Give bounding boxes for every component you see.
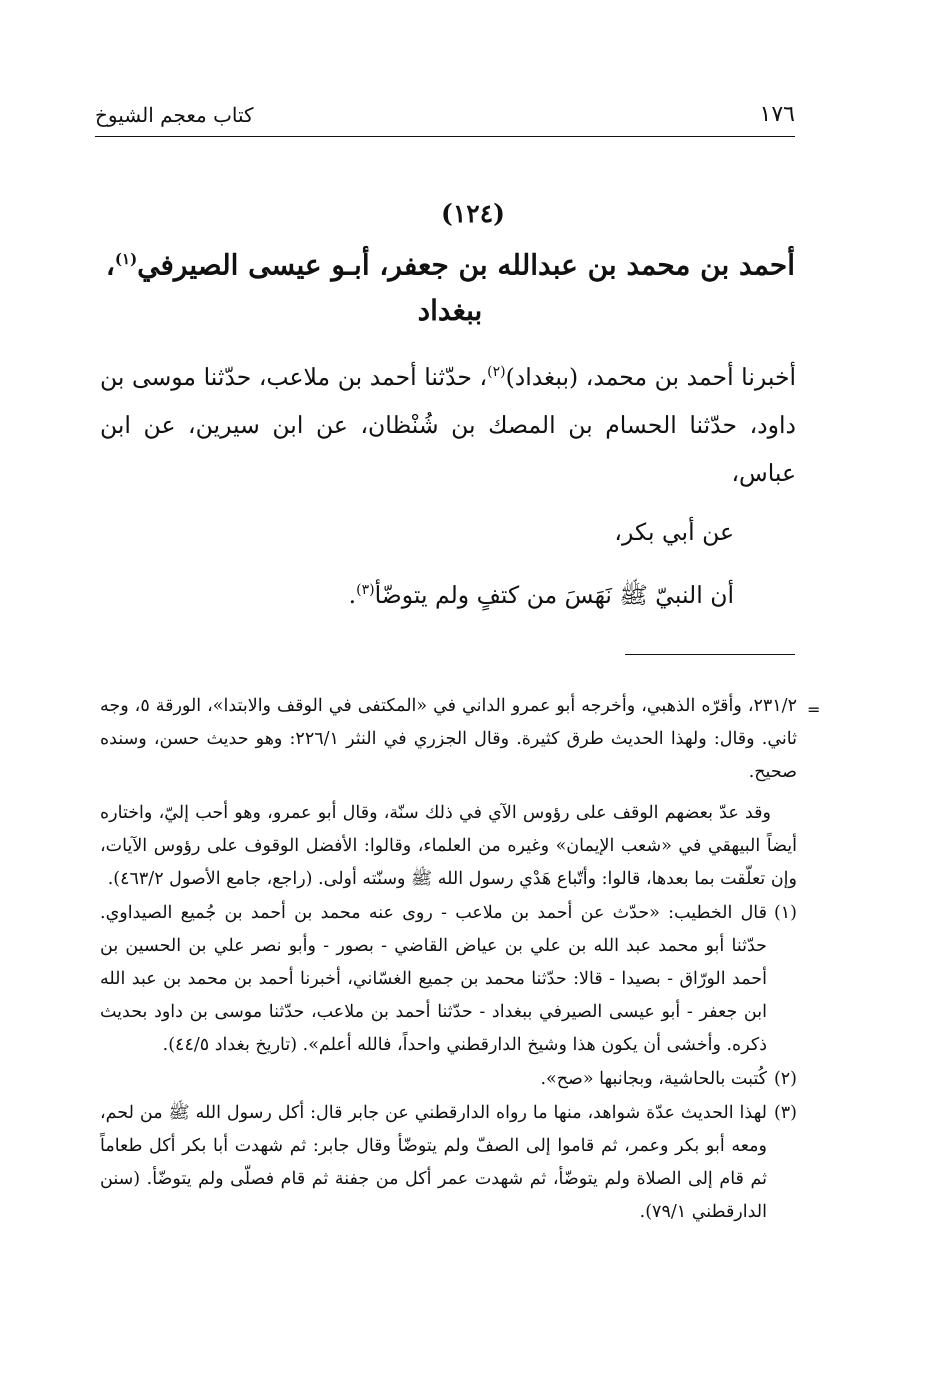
running-title: كتاب معجم الشيوخ bbox=[95, 103, 254, 127]
hadith-end: . bbox=[348, 580, 357, 609]
footnote-number: (٢) bbox=[773, 1069, 797, 1089]
continuation-mark: = bbox=[807, 700, 821, 719]
isnad-part1: أخبرنا أحمد بن محمد، (ببغداد) bbox=[505, 362, 796, 391]
entry-number: (١٢٤) bbox=[441, 199, 505, 228]
page-number: ١٧٦ bbox=[759, 102, 795, 127]
entry-heading bbox=[105, 236, 795, 334]
entry-title-line2: ببغداد bbox=[417, 294, 483, 328]
footnote-paragraph: وقد عدّ بعضهم الوقف على رؤوس الآي في ذلك سنّة، وقال أبو عمرو، وهو أحب إليّ، واختاره أيضاً البيهقي في «شعب الإيمان» وغيره من العلماء، وقالوا: الأفضل الوقوف على رؤوس الآيات، وإن تعلّقت بما بعدها، قالوا: وأتّباع هَدْي رسول الله ﷺ وسنّته أولى. (راجع، جامع الأصول ٤٦٣/٢). bbox=[100, 803, 797, 889]
isnad-part2: ، حدّثنا أحمد بن ملاعب، حدّثنا موسى بن داود، حدّثنا الحسام بن المصك بن شُنْظان، عن ابن سيرين، عن ابن عباس، bbox=[100, 362, 796, 487]
footnote-ref-1: (١) bbox=[114, 250, 138, 268]
hadith-text bbox=[349, 566, 734, 619]
footnote-number: (١) bbox=[773, 903, 797, 923]
narrator-line: عن أبي بكر، bbox=[614, 518, 734, 546]
isnad-paragraph bbox=[100, 348, 796, 497]
footnote-text: كُتبت بالحاشية، وبجانبها «صح». bbox=[540, 1069, 767, 1089]
entry-title-line1: أحمد بن محمد بن عبدالله بن جعفر، أبـو عيسى الصيرفي bbox=[137, 248, 795, 282]
footnote-separator bbox=[625, 654, 795, 655]
footnote-ref-3: (٣) bbox=[356, 582, 375, 598]
footnote-item bbox=[100, 1097, 797, 1229]
entry-title-comma: ، bbox=[105, 248, 115, 282]
footnotes bbox=[100, 690, 797, 1229]
footnote-text: لهذا الحديث عدّة شواهد، منها ما رواه الدارقطني عن جابر قال: أكل رسول الله ﷺ من لحم، ومعه أبو بكر وعمر، ثم قاموا إلى الصفّ ولم يتوضّأ وقال جابر: ثم شهدت أبا بكر أكل طعاماً ثم قام إلى الصلاة ولم يتوضّأ، ثم شهدت عمر أكل من جفنة ثم قام فصلّى ولم يتوضّأ. (سنن الدارقطني ٧٩/١). bbox=[100, 1103, 767, 1222]
hadith-body: أن النبيّ ﷺ نَهَسَ من كتفٍ ولم يتوضّأ bbox=[374, 580, 734, 609]
footnote-number: (٣) bbox=[773, 1103, 797, 1123]
footnote-continuation: ٢٣١/٢، وأقرّه الذهبي، وأخرجه أبو عمرو الداني في «المكتفى في الوقف والابتدا»، الورقة ٥، وجه ثاني. وقال: ولهذا الحديث طرق كثيرة. وقال الجزري في النثر ٢٢٦/١: وهو حديث حسن، وسنده صحيح. bbox=[100, 696, 797, 782]
footnote-item bbox=[100, 897, 797, 1062]
footnote-item bbox=[100, 1063, 797, 1096]
page-header bbox=[95, 100, 795, 137]
footnote-text: قال الخطيب: «حدّث عن أحمد بن ملاعب - روى عنه محمد بن أحمد بن جُميع الصيداوي. حدّثنا أبو محمد عبد الله بن علي بن عياض القاضي - بصور - وأبو نصر علي بن الحسين بن أحمد الورّاق - بصيدا - قالا: حدّثنا محمد بن جميع الغسّاني، أخبرنا أحمد بن محمد بن عبد الله ابن جعفر - أبو عيسى الصيرفي ببغداد - حدّثنا أحمد بن ملاعب، حدّثنا موسى بن داود بحديث ذكره. وأخشى أن يكون هذا وشيخ الدارقطني واحداً، فالله أعلم». (تاريخ بغداد ٤٤/٥). bbox=[100, 903, 767, 1055]
footnote-ref-2: (٢) bbox=[487, 364, 506, 380]
